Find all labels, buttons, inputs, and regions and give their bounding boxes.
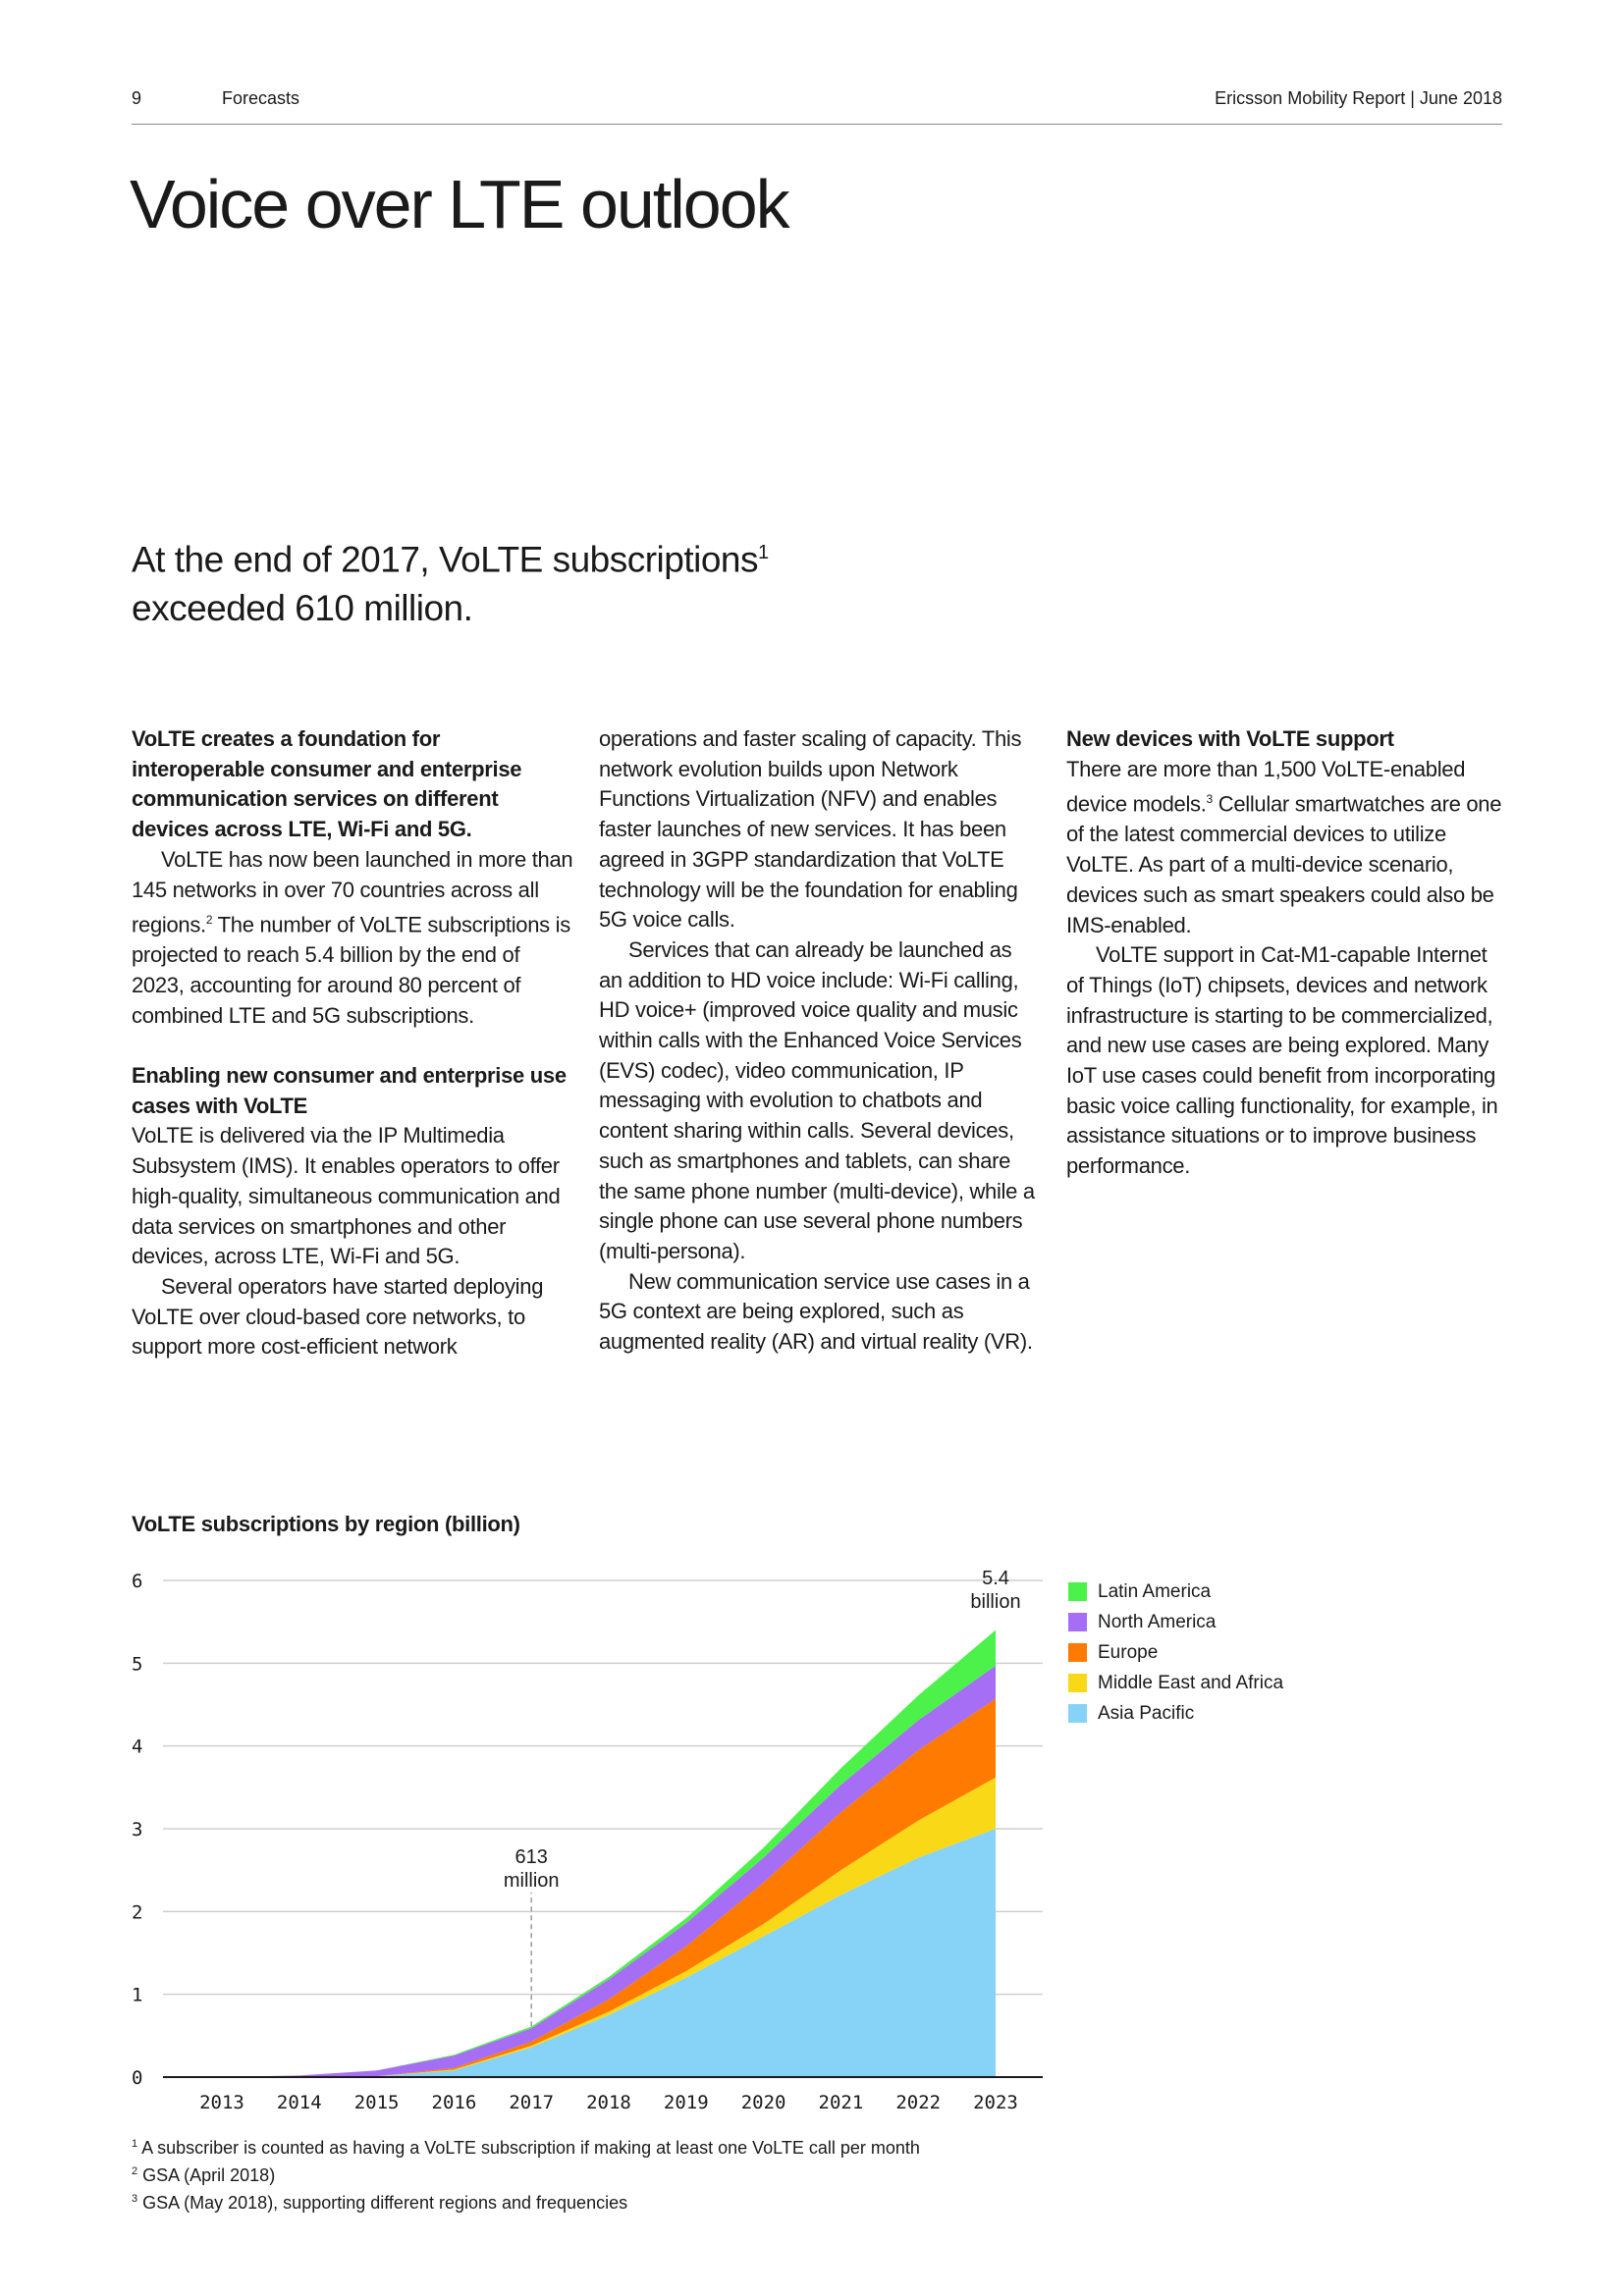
lead-text-2: exceeded 610 million.	[132, 588, 473, 629]
y-tick-label-3: 3	[132, 1819, 143, 1841]
y-tick-label-2: 2	[132, 1901, 143, 1924]
legend-label: North America	[1098, 1611, 1217, 1632]
paragraph-5g: New communication service use cases in a 5G context are being explored, such as augmented reality (AR) and virtual reality (VR).	[599, 1268, 1033, 1355]
footnote	[132, 2132, 920, 2160]
footnote-ref-2: 2	[205, 913, 213, 928]
legend-label: Latin America	[1098, 1580, 1212, 1602]
annotation-total-unit: billion	[970, 1591, 1021, 1613]
x-tick-label-2023: 2023	[973, 2092, 1018, 2110]
report-name: Ericsson Mobility Report | June 2018	[1215, 88, 1502, 108]
footnote-number: 2	[132, 2165, 138, 2177]
text-column-3	[1066, 724, 1508, 1182]
legend-swatch	[1068, 1582, 1087, 1601]
footnote	[132, 2187, 920, 2215]
y-tick-label-5: 5	[132, 1653, 143, 1676]
y-tick-label-6: 6	[132, 1571, 143, 1592]
paragraph-device-models: There are more than 1,500 VoLTE-enabled device models.$^3$ Cellular smartwatches are one of the latest commercial devices to utilize VoLTE. As part of a multi-device scenario, devices such as smart speakers could also be IMS-enabled.	[1066, 756, 1502, 937]
paragraph-services: Services that can already be launched as an addition to HD voice include: Wi-Fi calling, HD voice+ (improved voice quality and music within calls with the Enhanced Voice Services (EVS) codec), video communication, IP messaging with evolution to chatbots and content sharing within calls. Several devices, such as smartphones and tablets, can share the same phone number (multi-device), while a single phone can use several phone numbers (multi-persona).	[599, 936, 1035, 1263]
x-tick-label-2021: 2021	[818, 2092, 864, 2110]
y-tick-label-1: 1	[132, 1984, 143, 2006]
legend-label: Middle East and Africa	[1098, 1672, 1284, 1693]
page-number: 9	[132, 88, 142, 108]
lead-text: At the end of 2017, VoLTE subscriptions	[132, 539, 759, 580]
paragraph-cloud: Several operators have started deploying VoLTE over cloud-based core networks, to support more cost-efficient network	[132, 1273, 544, 1360]
x-tick-label-2022: 2022	[895, 2092, 942, 2110]
footnote-number: 1	[132, 2138, 138, 2150]
annotation-total-value: 5.4	[982, 1568, 1009, 1589]
x-tick-label-2014: 2014	[276, 2092, 322, 2110]
heading-devices: New devices with VoLTE support	[1066, 726, 1394, 751]
page-title: Voice over LTE outlook	[130, 166, 788, 242]
legend-item	[1068, 1607, 1283, 1637]
legend-item	[1068, 1637, 1283, 1668]
legend-swatch	[1068, 1704, 1087, 1723]
footnote-ref-3: 3	[1206, 792, 1213, 807]
footnote-ref-1: 1	[758, 542, 769, 563]
heading-foundation: VoLTE creates a foundation for interoperable consumer and enterprise communication services on different devices across LTE, Wi-Fi and 5G.	[132, 726, 522, 842]
x-tick-label-2016: 2016	[431, 2092, 477, 2110]
legend-item	[1068, 1668, 1283, 1698]
legend-swatch	[1068, 1643, 1087, 1662]
x-tick-label-2017: 2017	[509, 2092, 555, 2110]
text-column-2	[599, 724, 1041, 1358]
heading-use-cases: Enabling new consumer and enterprise use cases with VoLTE	[132, 1063, 567, 1118]
paragraph-nfv: operations and faster scaling of capacity. This network evolution builds upon Network Functions Virtualization (NFV) and enables faster launches of new services. It has been agreed in 3GPP standardization that VoLTE technology will be the foundation for enabling 5G voice calls.	[599, 726, 1022, 933]
volte-area-chart	[118, 1551, 1060, 2110]
paragraph-ims: VoLTE is delivered via the IP Multimedia Subsystem (IMS). It enables operators to offer high-quality, simultaneous communication and data services on smartphones and other devices, across LTE, Wi-Fi and 5G.	[132, 1123, 561, 1269]
section-name: Forecasts	[222, 88, 300, 108]
legend-item	[1068, 1698, 1283, 1729]
footnote-number: 3	[132, 2193, 138, 2205]
text-column-1	[132, 724, 573, 1362]
legend-label: Europe	[1098, 1641, 1159, 1663]
annotation-unit: million	[503, 1870, 560, 1892]
chart-legend	[1068, 1576, 1283, 1729]
lead-paragraph	[132, 528, 819, 633]
paragraph-iot: VoLTE support in Cat-M1-capable Internet of Things (IoT) chipsets, devices and network infrastructure is starting to be commercialized, and new use cases are being explored. Many IoT use cases could benefit from incorporating basic voice calling functionality, for example, in assistance situations or to improve business performance.	[1066, 942, 1498, 1179]
legend-swatch	[1068, 1674, 1087, 1692]
footnote-text: GSA (May 2018), supporting different regions and frequencies	[137, 2193, 628, 2213]
x-tick-label-2019: 2019	[663, 2092, 709, 2110]
legend-item	[1068, 1576, 1283, 1607]
footnote-text: GSA (April 2018)	[137, 2165, 276, 2185]
footnote	[132, 2160, 920, 2187]
legend-label: Asia Pacific	[1098, 1702, 1195, 1724]
y-tick-label-0: 0	[132, 2067, 143, 2089]
chart-title: VoLTE subscriptions by region (billion)	[132, 1512, 520, 1536]
x-tick-label-2020: 2020	[740, 2092, 786, 2110]
footnote-text: A subscriber is counted as having a VoLTE subscription if making at least one VoLTE call per month	[137, 2138, 920, 2158]
page-header	[132, 84, 1502, 125]
y-tick-label-4: 4	[132, 1735, 143, 1758]
annotation-value: 613	[514, 1846, 548, 1868]
x-tick-label-2015: 2015	[353, 2092, 400, 2110]
footnotes	[132, 2132, 920, 2215]
paragraph-networks: VoLTE has now been launched in more than 145 networks in over 70 countries across all regions.$^2$ The number of VoLTE subscriptions is projected to reach 5.4 billion by the end of 2023, accounting for around 80 percent of combined LTE and 5G subscriptions.	[132, 846, 573, 1028]
legend-swatch	[1068, 1613, 1087, 1631]
x-tick-label-2018: 2018	[586, 2092, 631, 2110]
x-tick-label-2013: 2013	[199, 2092, 244, 2110]
